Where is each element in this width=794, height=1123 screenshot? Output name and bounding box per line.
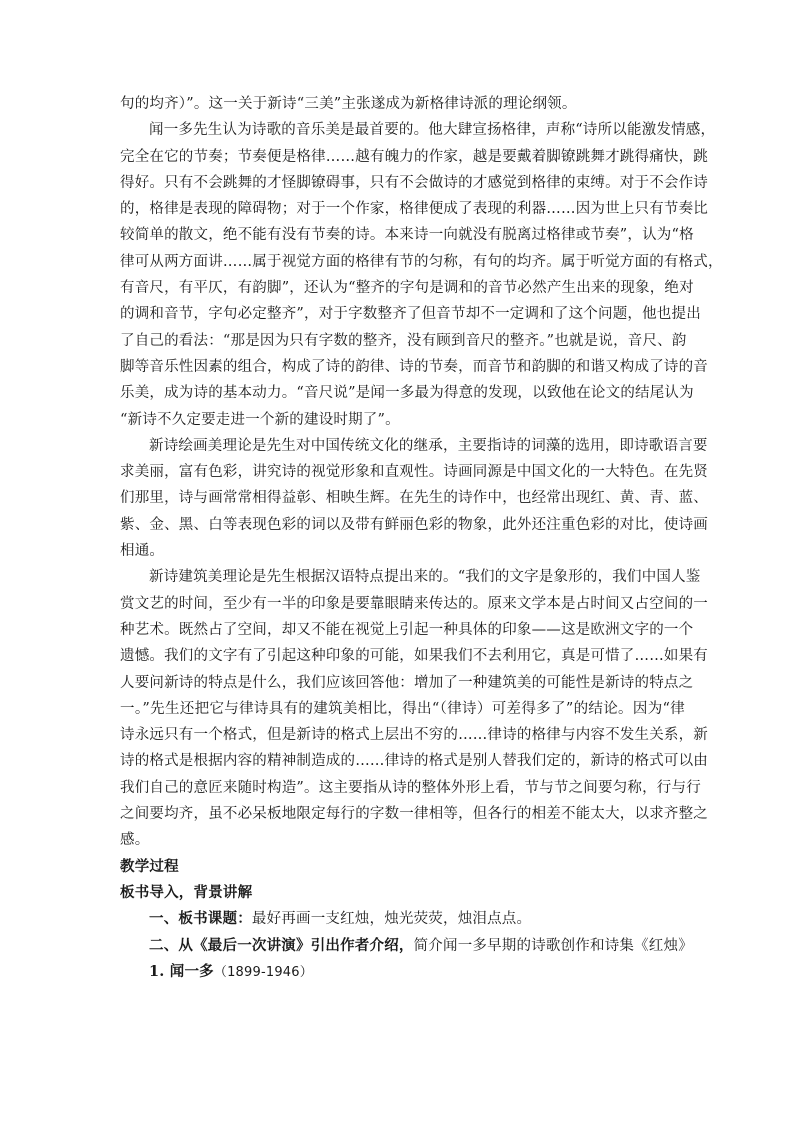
- paragraph-line: 了自己的看法：“那是因为只有字数的整齐，没有顾到音尺的整齐。”也就是说，音尺、韵: [120, 332, 687, 349]
- paragraph-line: 较简单的散文，绝不能有没有节奏的诗。本来诗一向就没有脱离过格律或节奏”，认为“格: [120, 227, 694, 244]
- paragraph-line: 闻一多先生认为诗歌的音乐美是最首要的。他大肆宣扬格律，声称“诗所以能激发情感，: [149, 122, 716, 139]
- paragraph-line: 感。: [120, 832, 150, 849]
- paragraph-line: 我们自己的意匠来随时构造”。这主要指从诗的整体外形上看，节与节之间要匀称，行与行: [120, 779, 701, 796]
- paragraph-line: 律可从两方面讲……属于视觉方面的格律有节的匀称，有句的均齐。属于听觉方面的有格式，: [120, 253, 723, 270]
- paragraph-line: 人要问新诗的特点是什么，我们应该回答他：增加了一种建筑美的可能性是新诗的特点之: [120, 674, 694, 691]
- paragraph-line: 诗的格式是根据内容的精神制造成的……律诗的格式是别人替我们定的，新诗的格式可以由: [120, 753, 708, 770]
- paragraph-line: 求美丽，富有色彩，讲究诗的视觉形象和直观性。诗画同源是中国文化的一大特色。在先贤: [120, 464, 708, 481]
- paragraph-line: 相通。: [120, 543, 165, 560]
- outline-item-1-label: 一、板书课题：: [149, 910, 252, 928]
- subsection-heading: 板书导入，背景讲解: [120, 883, 253, 901]
- paragraph-line: 乐美，成为诗的基本动力。“音尺说”是闻一多最为得意的发现，以致他在论文的结尾认为: [120, 385, 694, 402]
- paragraph-line: 新诗建筑美理论是先生根据汉语特点提出来的。“我们的文字是象形的，我们中国人鉴: [149, 569, 701, 586]
- paragraph-line: 种艺术。既然占了空间，却又不能在视觉上引起一种具体的印象——这是欧洲文字的一个: [120, 621, 694, 638]
- paragraph-line: 脚等音乐性因素的组合，构成了诗的韵律、诗的节奏，而音节和韵脚的和谐又构成了诗的音: [120, 358, 708, 375]
- paragraph-line: 新诗绘画美理论是先生对中国传统文化的继承，主要指诗的词藻的选用，即诗歌语言要: [149, 437, 708, 454]
- paragraph-line: 遗憾。我们的文字有了引起这种印象的可能，如果我们不去利用它，真是可惜了……如果有: [120, 648, 708, 665]
- paragraph-line: 诗永远只有一个格式，但是新诗的格式上层出不穷的……律诗的格律与内容不发生关系，新: [120, 727, 708, 744]
- outline-item-2-text: 简介闻一多早期的诗歌创作和诗集《红烛》: [413, 937, 693, 954]
- paragraph-line: 的调和音节，字句必定整齐”，对于字数整齐了但音节却不一定调和了这个问题，他也提出: [120, 306, 701, 323]
- outline-item-3: [120, 959, 685, 985]
- paragraph-line: 有音尺，有平仄，有韵脚”，还认为“整齐的字句是调和的音节必然产生出来的现象，绝对: [120, 280, 694, 297]
- paragraph-line: 句的均齐）”。这一关于新诗“三美”主张遂成为新格律诗派的理论纲领。: [120, 96, 577, 112]
- paragraph-line: 紫、金、黑、白等表现色彩的词以及带有鲜丽色彩的物象，此外还注重色彩的对比，使诗画: [120, 516, 708, 533]
- paragraph-line: 的，格律是表现的障碍物；对于一个作家，格律便成了表现的利器……因为世上只有节奏比: [120, 201, 708, 218]
- outline-item-2-label: 二、从《最后一次讲演》引出作者介绍，: [149, 936, 414, 954]
- outline-item-2: [120, 933, 693, 959]
- paragraph-line: “新诗不久定要走进一个新的建设时期了”。: [120, 411, 400, 428]
- outline-item-3-label: 1. 闻一多: [149, 962, 214, 980]
- outline-item-1-text: 最好再画一支红烛，烛光荧荧，烛泪点点。: [251, 911, 532, 928]
- paragraph-line: 一。”先生还把它与律诗具有的建筑美相比，得出“（律诗）可差得多了”的结论。因为“律: [120, 700, 685, 717]
- paragraph-line: 得好。只有不会跳舞的才怪脚镣碍事，只有不会做诗的才感觉到格律的束缚。对于不会作诗: [120, 174, 708, 191]
- outline-item-3-dates: （1899-1946）: [213, 964, 313, 980]
- outline-item-1: [120, 906, 685, 932]
- paragraph-line: 之间要均齐，虽不必呆板地限定每行的字数一律相等，但各行的相差不能太大，以求齐整之: [120, 806, 708, 823]
- paragraph-line: 们那里，诗与画常常相得益彰、相映生辉。在先生的诗作中，也经常出现红、黄、青、蓝、: [120, 490, 708, 507]
- paragraph-line: 赏文艺的时间，至少有一半的印象是要靠眼睛来传达的。原来文学本是占时间又占空间的一: [120, 595, 708, 612]
- section-heading: 教学过程: [120, 857, 179, 875]
- document-page: [120, 91, 723, 985]
- paragraph-line: 完全在它的节奏；节奏便是格律……越有魄力的作家，越是要戴着脚镣跳舞才跳得痛快，跳: [120, 148, 708, 165]
